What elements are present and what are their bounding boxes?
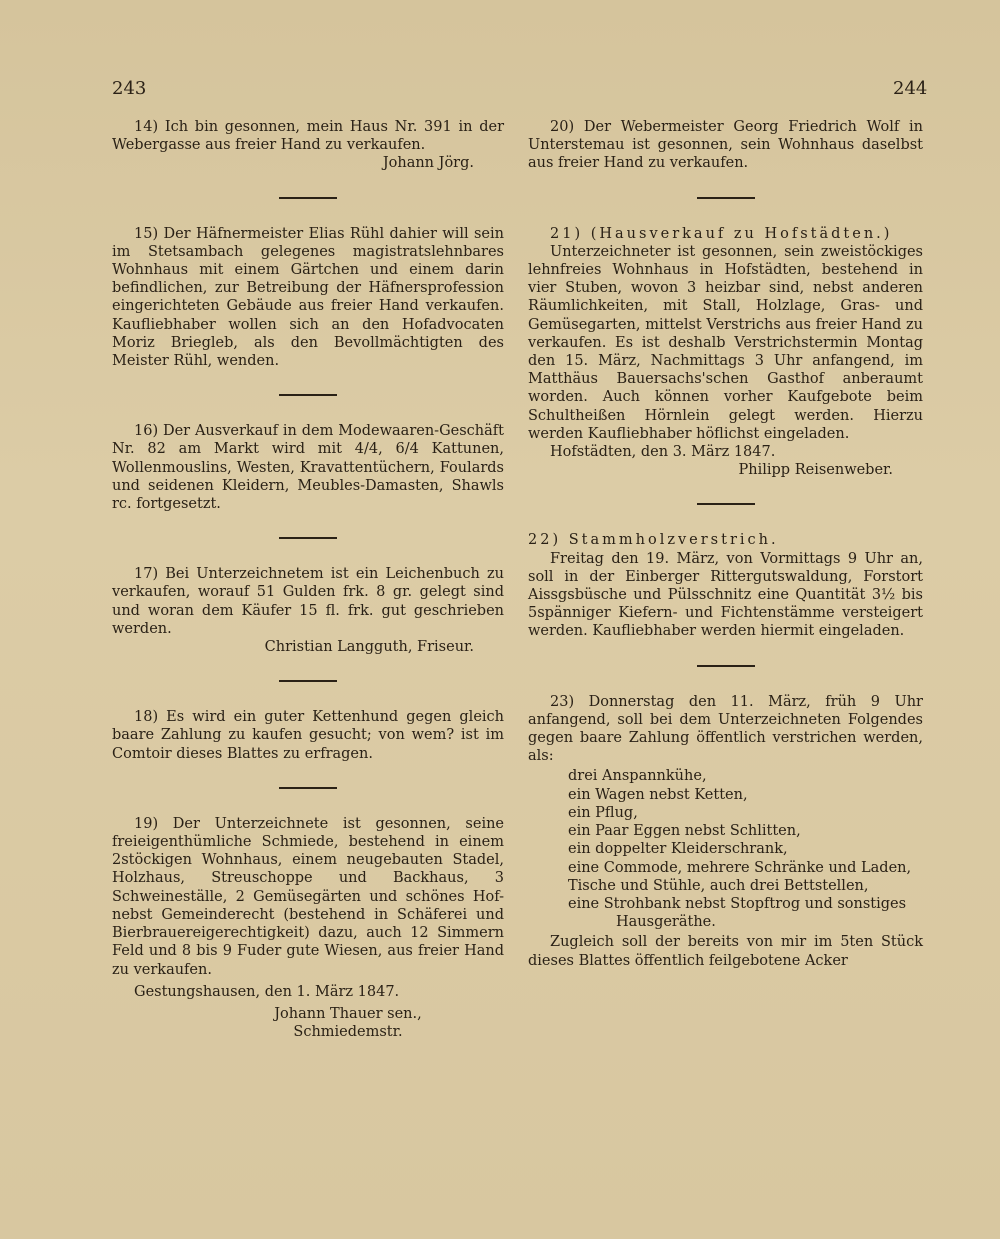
divider (697, 197, 755, 199)
divider (279, 787, 337, 789)
notice-17 (112, 565, 504, 656)
list-item: Tische und Stühle, auch drei Bettstellen, (568, 877, 869, 894)
divider (279, 680, 337, 682)
divider (697, 503, 755, 505)
notice-19-place-date: Gestungshausen, den 1. März 1847. (134, 983, 400, 1000)
notice-18 (112, 708, 504, 763)
list-item: ein Pflug, (568, 804, 638, 821)
notice-19 (112, 815, 504, 1041)
notice-19-text: 19) Der Unterzeichnete ist gesonnen, seine freieigenthümliche Schmiede, bestehend in einem 2stöckigen Wohnhaus, einem neugebauten Stadel, Holzhaus, Streuschoppe und Backhaus, 3 Schweineställe, 2 Gemüsegärten und schönes Hof- nebst Gemeinderecht (bestehend in Schäferei und Bierbrauereigerechtigkeit) dazu, auch 12 Simmern Feld und 8 bis 9 Fuder gute Wiesen, aus freier Hand zu verkaufen. (112, 815, 504, 978)
notice-14-signature: Johann Jörg. (382, 155, 474, 172)
notice-14-text: 14) Ich bin gesonnen, mein Haus Nr. 391 in der Webergasse aus freier Hand zu verkaufen. (112, 119, 504, 154)
notice-15-text: 15) Der Häfnermeister Elias Rühl dahier will sein im Stetsambach gelegenes magistratslehnbares Wohnhaus mit einem Gärtchen und einem darin befindlichen, zur Betreibung der Häfnersprofession eingerichteten Gebäude aus freier Hand verkaufen. Kaufliebhaber wollen sich an den Hofadvocaten Moriz Briegleb, als den Bevollmächtigten des Meister Rühl, wenden. (112, 225, 504, 370)
list-item: eine Strohbank nebst Stopftrog und sonstiges (568, 895, 907, 912)
notice-23-item-list (568, 767, 923, 931)
notice-19-signature-name: Johann Thauer sen., (274, 1005, 422, 1022)
list-item: ein doppelter Kleiderschrank, (568, 841, 788, 858)
divider (697, 665, 755, 667)
notice-17-text: 17) Bei Unterzeichnetem ist ein Leichenbuch zu verkaufen, worauf 51 Gulden frk. 8 gr. gelegt sind und woran dem Käufer 15 fl. frk. gut geschrieben werden. (112, 566, 504, 637)
right-column (528, 118, 923, 970)
notice-14 (112, 118, 504, 173)
notice-20 (528, 118, 923, 173)
notice-21-place-date: Hofstädten, den 3. März 1847. (550, 444, 776, 461)
notice-21-text: Unterzeichneter ist gesonnen, sein zweistöckiges lehnfreies Wohnhaus in Hofstädten, bestehend in vier Stuben, wovon 3 heizbar sind, nebst anderen Räumlichkeiten, mit Stall, Holzlage, Gras- und Gemüsegarten, mittelst Verstrichs aus freier Hand zu verkaufen. Es ist deshalb Verstrichstermin Montag den 15. März, Nachmittags 3 Uhr anfangend, im Matthäus Bauersachs'schen Gasthof anberaumt worden. Auch können vorher Kaufgebote beim Schultheißen Hörnlein gelegt werden. Hierzu werden Kaufliebhaber höflichst eingeladen. (528, 243, 923, 442)
notice-21-signature: Philipp Reisenweber. (738, 462, 893, 479)
divider (279, 197, 337, 199)
list-item: eine Commode, mehrere Schränke und Laden, (568, 859, 912, 876)
notice-18-text: 18) Es wird ein guter Kettenhund gegen gleich baare Zahlung zu kaufen gesucht; von wem? ist im Comtoir dieses Blattes zu erfragen. (112, 709, 504, 762)
notice-19-signature-title: Schmiedemstr. (293, 1024, 403, 1041)
notice-22-heading: 22) Stammholzverstrich. (528, 532, 779, 549)
list-item: ein Paar Eggen nebst Schlitten, (568, 823, 801, 840)
divider (279, 537, 337, 539)
list-item: drei Anspannkühe, (568, 768, 707, 785)
notice-23-text: 23) Donnerstag den 11. März, früh 9 Uhr anfangend, soll bei dem Unterzeichneten Folgendes gegen baare Zahlung öffentlich verstrichen werden, als: (528, 693, 923, 765)
page-number-right: 244 (893, 78, 928, 99)
divider (279, 394, 337, 396)
notice-23-continuation: Zugleich soll der bereits von mir im 5ten Stück dieses Blattes öffentlich feilgebotene Acker (528, 934, 923, 969)
notice-22 (528, 531, 923, 640)
notice-21 (528, 225, 923, 480)
page-number-left: 243 (112, 78, 147, 99)
notice-16 (112, 422, 504, 513)
notice-22-text: Freitag den 19. März, von Vormittags 9 Uhr an, soll in der Einberger Rittergutswaldung, Forstort Aissgsbüsche und Pülsschnitz eine Quantität 3½ bis 5spänniger Kiefern- und Fichtenstämme versteigert werden. Kaufliebhaber werden hiermit eingeladen. (528, 550, 923, 640)
notice-15 (112, 225, 504, 371)
notice-21-heading: 21) (Hausverkauf zu Hofstädten.) (550, 225, 893, 242)
notice-17-signature: Christian Langguth, Friseur. (264, 639, 474, 656)
left-column (112, 118, 504, 1041)
list-item: Hausgeräthe. (616, 914, 716, 931)
notice-20-text: 20) Der Webermeister Georg Friedrich Wolf in Unterstemau ist gesonnen, sein Wohnhaus daselbst aus freier Hand zu verkaufen. (528, 119, 923, 172)
notice-16-text: 16) Der Ausverkauf in dem Modewaaren-Geschäft Nr. 82 am Markt wird mit 4/4, 6/4 Kattunen, Wollenmouslins, Westen, Kravattentüchern, Foulards und seidenen Kleidern, Meubles-Damasten, Shawls rc. fortgesetzt. (112, 423, 504, 513)
list-item: ein Wagen nebst Ketten, (568, 786, 748, 803)
notice-23 (528, 693, 923, 970)
